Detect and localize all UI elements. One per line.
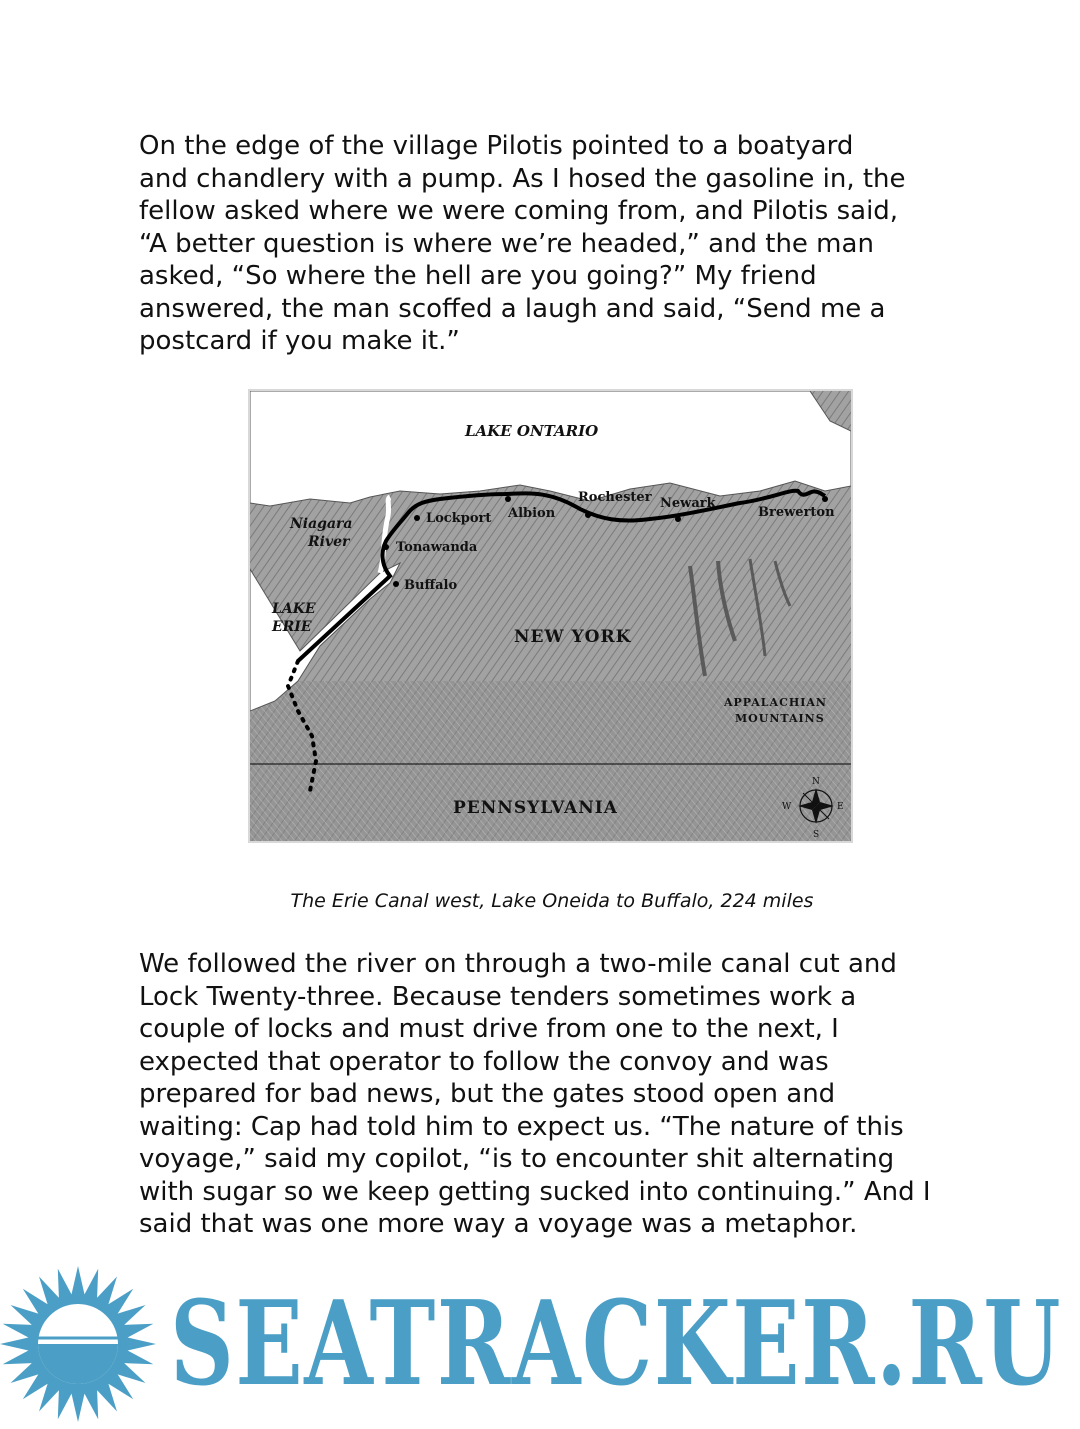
newark-label: Newark — [660, 496, 716, 511]
town-dot — [393, 581, 399, 587]
paragraph-line: Lock Twenty-three. Because tenders sometimes work a — [139, 981, 857, 1012]
paragraph-line: and chandlery with a pump. As I hosed the gasoline in, the — [139, 163, 906, 194]
niagara-label: Niagara — [290, 516, 353, 532]
paragraph-line: postcard if you make it.” — [139, 326, 460, 356]
watermark-graphic — [0, 1262, 1080, 1425]
paragraph-line: voyage,” said my copilot, “is to encounter shit alternating — [139, 1144, 895, 1174]
rochester-label: Rochester — [578, 490, 652, 505]
river-label: River — [308, 534, 350, 550]
paragraph-line: On the edge of the village Pilotis pointed to a boatyard — [139, 131, 854, 161]
paragraph-line: couple of locks and must drive from one to the next, I — [139, 1014, 839, 1044]
paragraph-line: fellow asked where we were coming from, and Pilotis said, — [139, 196, 899, 226]
town-dot — [505, 496, 511, 502]
erie-canal-map — [248, 389, 853, 843]
town-dot — [822, 496, 828, 502]
paragraph-line: “A better question is where we’re headed,” and the man — [139, 228, 874, 259]
mountains-label: MOUNTAINS — [735, 712, 825, 725]
tonawanda-label: Tonawanda — [396, 540, 478, 555]
town-dot — [414, 515, 420, 521]
sun-logo-icon — [0, 1266, 156, 1422]
paragraph-line: said that was one more way a voyage was a metaphor. — [139, 1209, 858, 1239]
lake-ontario-water — [250, 391, 851, 506]
paragraph-line: expected that operator to follow the convoy and was — [139, 1046, 829, 1077]
town-dot — [383, 544, 389, 550]
town-dot — [675, 516, 681, 522]
paragraph-1 — [139, 130, 969, 358]
paragraph-line: We followed the river on through a two-mile canal cut and — [139, 949, 897, 979]
paragraph-2 — [139, 948, 969, 1241]
lake-erie-label-2: ERIE — [272, 619, 312, 635]
paragraph-line: with sugar so we keep getting sucked into continuing.” And I — [139, 1176, 931, 1207]
brewerton-label: Brewerton — [758, 505, 835, 520]
buffalo-label: Buffalo — [404, 578, 458, 593]
map-caption: The Erie Canal west, Lake Oneida to Buffalo, 224 miles — [290, 890, 814, 912]
lake-erie-label-1: LAKE — [272, 601, 316, 617]
paragraph-line: waiting: Cap had told him to expect us. “The nature of this — [139, 1111, 904, 1142]
albion-label: Albion — [508, 506, 556, 521]
lockport-label: Lockport — [426, 511, 492, 526]
pennsylvania-label: PENNSYLVANIA — [453, 798, 618, 818]
map-graphic — [250, 391, 851, 841]
watermark-text: SEATRACKER.RU — [170, 1276, 1062, 1412]
watermark — [0, 1262, 1080, 1425]
paragraph-line: prepared for bad news, but the gates stood open and — [139, 1079, 836, 1109]
compass-s: S — [813, 830, 820, 840]
compass-w: W — [782, 802, 792, 812]
compass-n: N — [812, 777, 820, 787]
lake-ontario-label: LAKE ONTARIO — [465, 422, 599, 440]
appalachian-label: APPALACHIAN — [724, 696, 827, 709]
paragraph-line: asked, “So where the hell are you going?” My friend — [139, 261, 817, 291]
town-dot — [585, 512, 591, 518]
new-york-label: NEW YORK — [514, 627, 632, 647]
compass-e: E — [837, 802, 844, 812]
paragraph-line: answered, the man scoffed a laugh and said, “Send me a — [139, 293, 886, 324]
